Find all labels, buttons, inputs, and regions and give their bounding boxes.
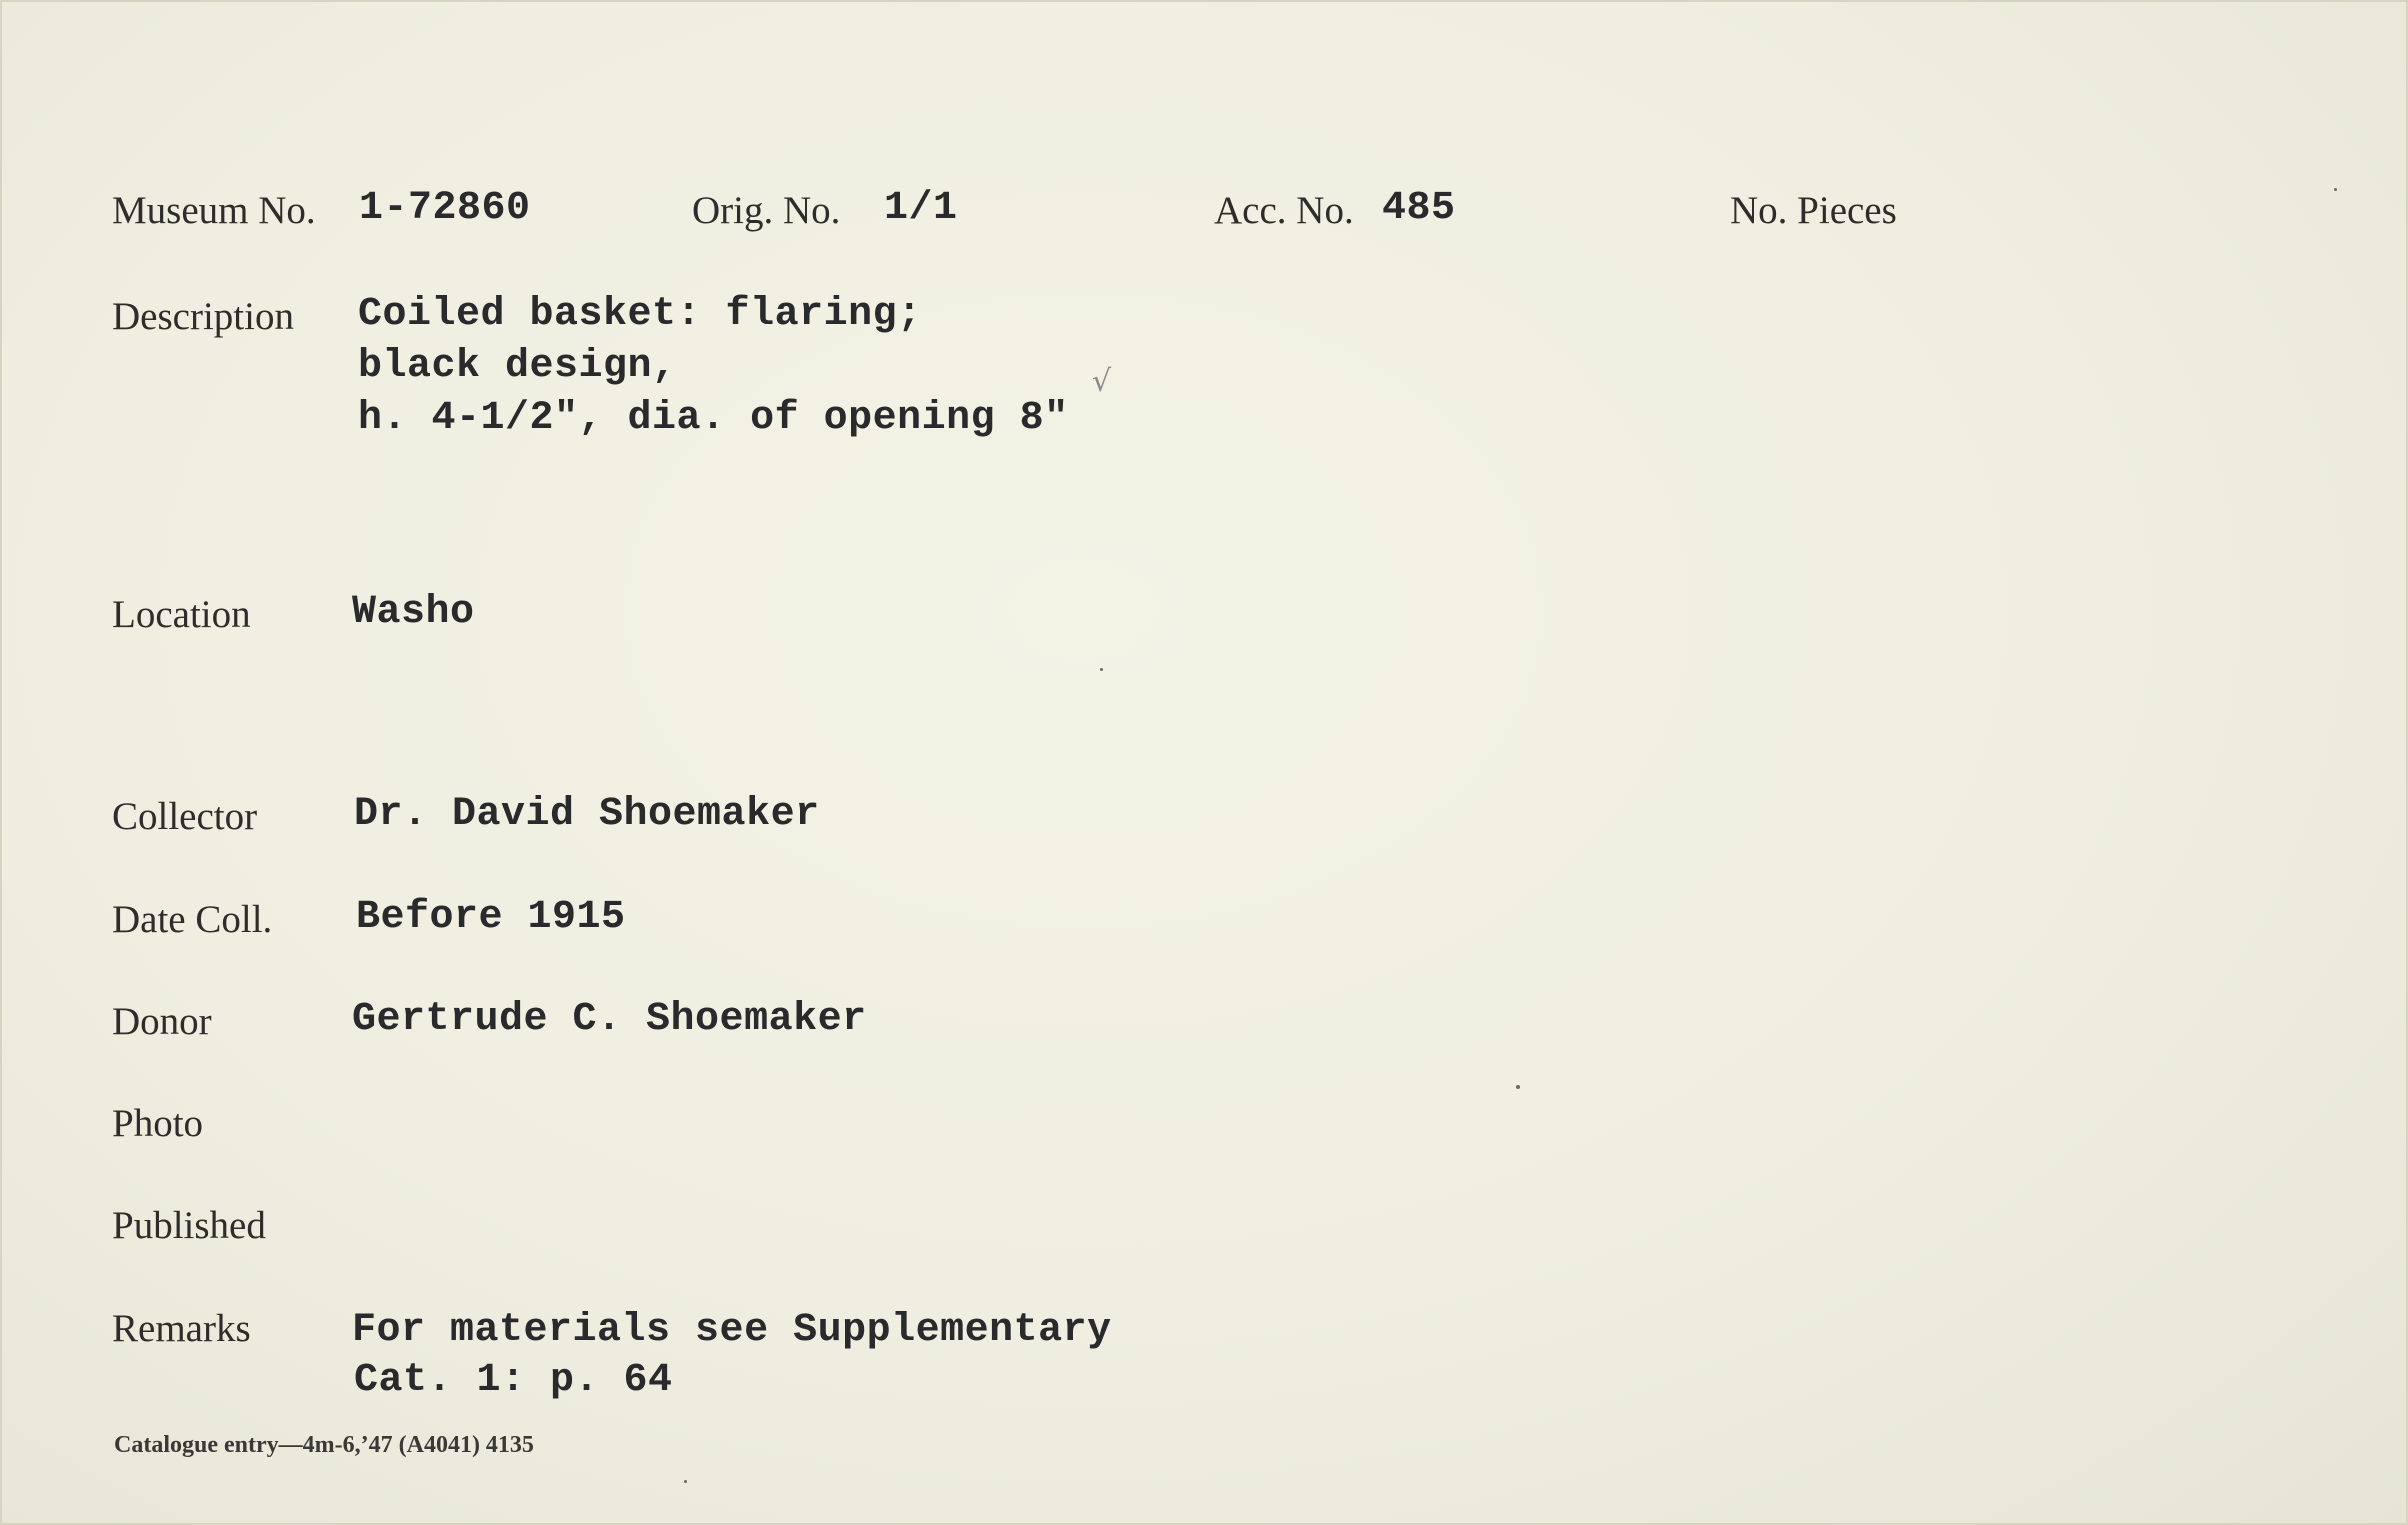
paper-speck: [1516, 1085, 1520, 1089]
catalogue-entry-footer: Catalogue entry—4m-6,’47 (A4041) 4135: [114, 1432, 534, 1458]
orig-no-value: 1/1: [884, 186, 958, 231]
date-coll-label: Date Coll.: [112, 898, 273, 941]
description-line-3: h. 4-1/2", dia. of opening 8": [358, 396, 1069, 441]
paper-speck: [2334, 188, 2337, 191]
acc-no-label: Acc. No.: [1214, 189, 1354, 232]
published-label: Published: [112, 1204, 266, 1247]
location-label: Location: [112, 593, 251, 636]
location-value: Washo: [352, 590, 475, 635]
remarks-line-1: For materials see Supplementary: [352, 1308, 1112, 1353]
museum-no-value: 1-72860: [359, 186, 531, 231]
paper-speck: [684, 1480, 687, 1483]
collector-label: Collector: [112, 795, 258, 838]
description-label: Description: [112, 295, 294, 338]
remarks-line-2: Cat. 1: p. 64: [354, 1358, 673, 1403]
no-pieces-label: No. Pieces: [1730, 189, 1897, 232]
donor-value: Gertrude C. Shoemaker: [352, 997, 867, 1042]
acc-no-value: 485: [1382, 186, 1456, 231]
donor-label: Donor: [112, 1000, 212, 1043]
date-coll-value: Before 1915: [356, 895, 626, 940]
photo-label: Photo: [112, 1102, 204, 1145]
paper-speck: [1100, 668, 1103, 671]
description-line-1: Coiled basket: flaring;: [358, 292, 922, 337]
remarks-label: Remarks: [112, 1307, 251, 1350]
collector-value: Dr. David Shoemaker: [354, 792, 820, 837]
museum-no-label: Museum No.: [112, 189, 316, 232]
check-mark-icon: √: [1092, 364, 1112, 399]
orig-no-label: Orig. No.: [692, 189, 841, 232]
description-line-2: black design,: [358, 344, 677, 389]
